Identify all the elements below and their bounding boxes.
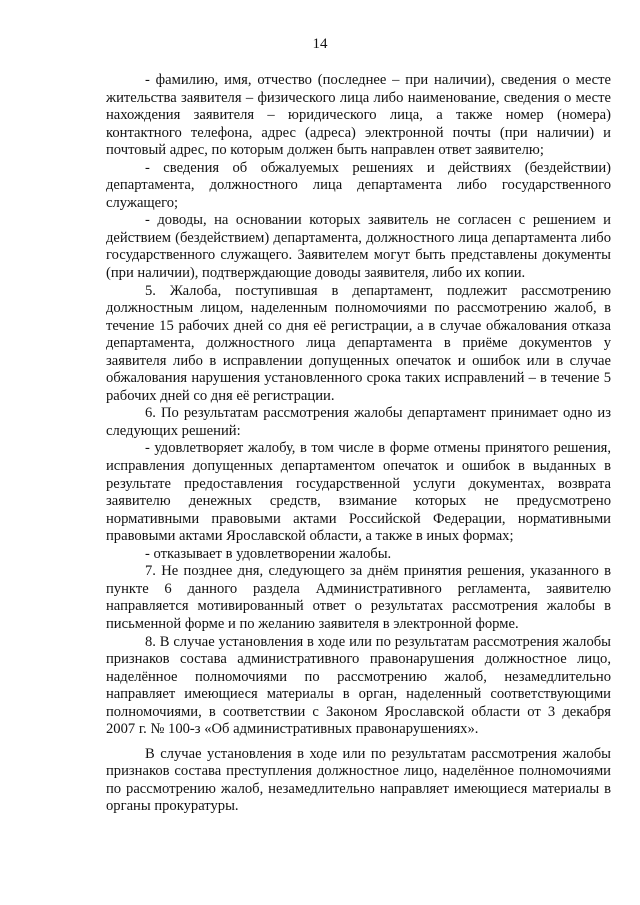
document-body (106, 72, 611, 816)
page-number: 14 (312, 36, 328, 52)
paragraph-item-5: 5. Жалоба, поступившая в департамент, подлежит рассмотрению должностным лицом, наделенным полномочиями по рассмотрению жалоб, в течение 15 рабочих дней со дня её регистрации, а в случае обжалования отказа департамента, должностного лица департамента в приёме документов у заявителя либо в исправлении допущенных опечаток и ошибок или в случае обжалования нарушения установленного срока таких исправлений – в течение 5 рабочих дней со дня её регистрации. (106, 282, 611, 404)
paragraph-item-7: 7. Не позднее дня, следующего за днём принятия решения, указанного в пункте 6 данного раздела Административного регламента, заявителю направляется мотивированный ответ о результатах рассмотрения жалобы в письменной форме и по желанию заявителя в электронной форме. (106, 563, 611, 632)
paragraph-crime-signs: В случае установления в ходе или по результатам рассмотрения жалобы признаков состава преступления должностное лицо, наделённое полномочиями по рассмотрению жалоб, незамедлительно направляет имеющиеся материалы в органы прокуратуры. (106, 745, 611, 815)
paragraph-item-8: 8. В случае установления в ходе или по результатам рассмотрения жалобы признаков состава административного правонарушения должностное лицо, наделённое полномочиями по рассмотрению жалоб, незамедлительно направляет имеющиеся материалы в орган, наделенный соответствующими полномочиями, в соответствии с Законом Ярославской области от 3 декабря 2007 г. № 100-з «Об административных правонарушениях». (106, 633, 611, 738)
paragraph-item-6: 6. По результатам рассмотрения жалобы департамент принимает одно из следующих решений: (106, 405, 611, 439)
paragraph-applicant-details: - фамилию, имя, отчество (последнее – при наличии), сведения о месте жительства заявителя – физического лица либо наименование, сведения о месте нахождения заявителя – юридического лица, а также номер (номера) контактного телефона, адрес (адреса) электронной почты (при наличии) и почтовый адрес, по которым должен быть направлен ответ заявителю; (106, 72, 611, 159)
paragraph-refuses-complaint: - отказывает в удовлетворении жалобы. (145, 545, 392, 562)
paragraph-arguments: - доводы, на основании которых заявитель не согласен с решением и действием (бездействием) департамента, должностного лица департамента либо государственного служащего. Заявителем могут быть представлены документы (при наличии), подтверждающие доводы заявителя, либо их копии. (106, 212, 611, 282)
paragraph-appealed-decisions: - сведения об обжалуемых решениях и действиях (бездействии) департамента, должностного лица департамента либо государственного служащего; (106, 159, 611, 211)
paragraph-satisfies-complaint: - удовлетворяет жалобу, в том числе в форме отмены принятого решения, исправления допущенных департаментом опечаток и ошибок в выданных в результате предоставления государственной услуги документах, возврата заявителю денежных средств, взимание которых не предусмотрено нормативными правовыми актами Российской Федерации, нормативными правовыми актами Ярославской области, а также в иных формах; (106, 440, 611, 545)
